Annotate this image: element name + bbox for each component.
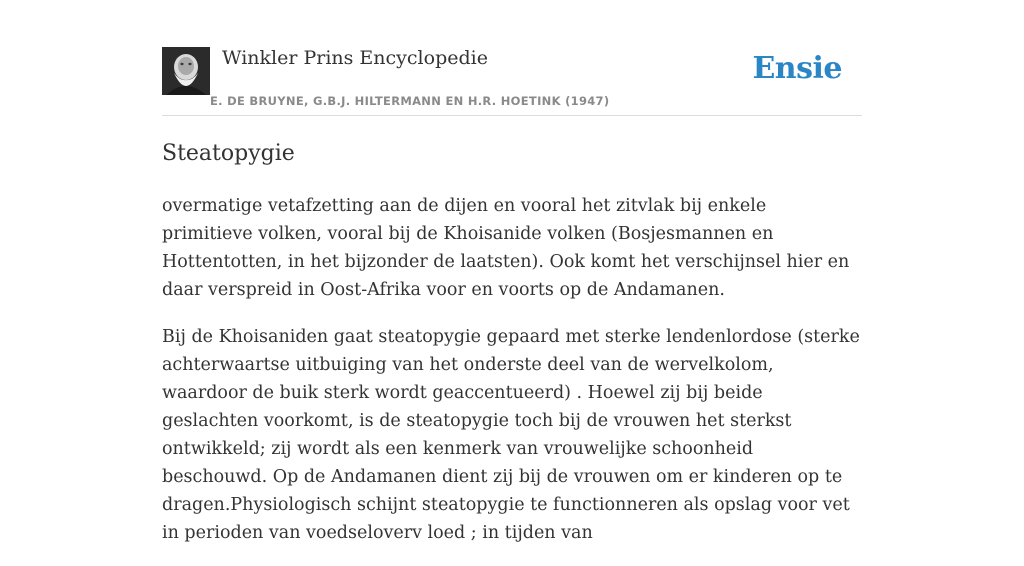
paragraph: Bij de Khoisaniden gaat steatopygie gepaard met sterke lendenlordose (sterke achterwaartse uitbuiging van het onderste deel van de wervelkolom, waardoor de buik sterk wordt geaccentueerd) . Hoewel zij bij beide geslachten voorkomt, is de steatopygie toch bij de vrouwen het sterkst ontwikkeld; zij wordt als een kenmerk van vrouwelijke schoonheid beschouwd. Op de Andamanen dient zij bij de vrouwen om er kinderen op te dragen.Physiologisch schijnt steatopygie te functionneren als opslag voor vet in perioden van voedseloverv loed ; in tijden van — [162, 327, 860, 543]
page — [162, 0, 862, 543]
brand-logo[interactable]: Ensie — [752, 51, 842, 86]
article-body — [162, 192, 862, 566]
site-title[interactable]: Winkler Prins Encyclopedie — [222, 47, 488, 69]
author-avatar[interactable] — [162, 47, 210, 95]
paragraph: overmatige vetafzetting aan de dijen en vooral het zitvlak bij enkele primitieve volken, vooral bij de Khoisanide volken (Bosjesmannen en Hottentotten, in het bijzonder de laatsten). Ook komt het verschijnsel hier en daar verspreid in Oost-Afrika voor en voorts op de Andamanen. — [162, 196, 850, 300]
header — [162, 46, 862, 116]
author-portrait-icon — [162, 47, 210, 95]
byline: E. DE BRUYNE, G.B.J. HILTERMANN EN H.R. HOETINK (1947) — [210, 94, 610, 108]
article-title: Steatopygie — [162, 141, 295, 166]
